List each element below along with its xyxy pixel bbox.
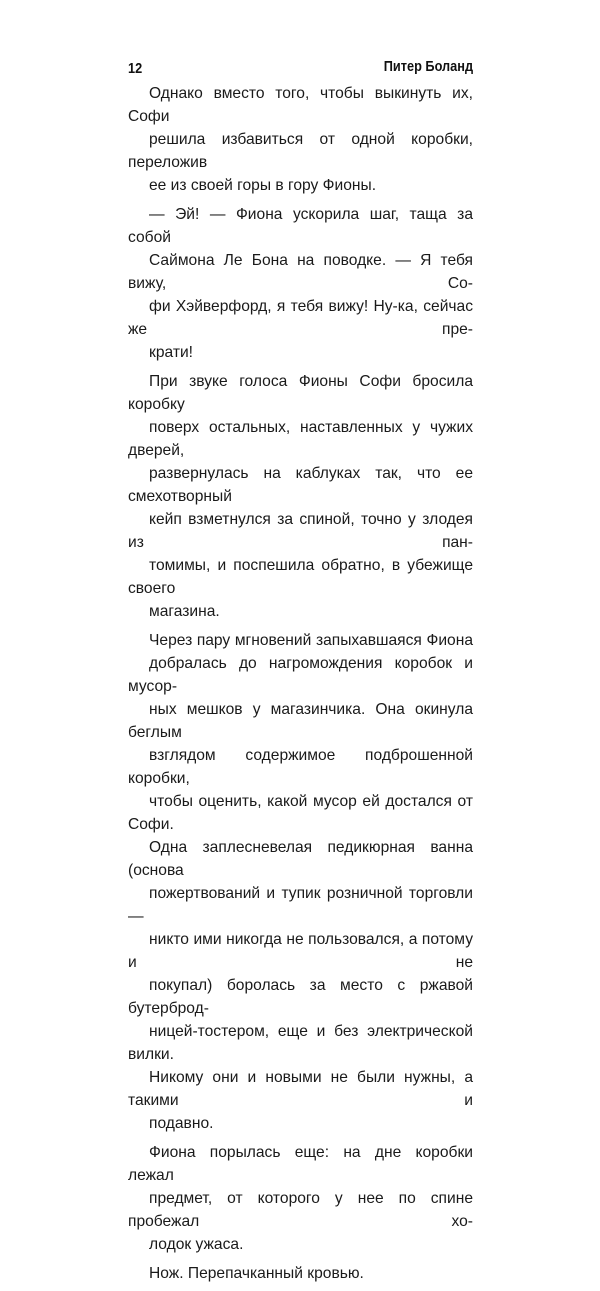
text-line: никто ими никогда не пользовался, а потому и не bbox=[128, 931, 473, 971]
text-line: Фиона порылась еще: на дне коробки лежал bbox=[128, 1144, 473, 1184]
text-line: покупал) боролась за место с ржавой бутерброд- bbox=[128, 977, 473, 1017]
paragraph-1 bbox=[128, 82, 473, 197]
text-line: томимы, и поспешила обратно, в убежище своего bbox=[128, 557, 473, 597]
text-line: поверх остальных, наставленных у чужих дверей, bbox=[128, 419, 473, 459]
text-line: Одна заплесневелая педикюрная ванна (основа bbox=[128, 839, 473, 879]
text-line: ных мешков у магазинчика. Она окинула беглым bbox=[128, 701, 473, 741]
text-line: крати! bbox=[149, 344, 194, 361]
body-text bbox=[128, 82, 473, 1291]
paragraph-6 bbox=[128, 1262, 473, 1285]
text-line: ницей-тостером, еще и без электрической вилки. bbox=[128, 1023, 473, 1063]
text-line: Однако вместо того, чтобы выкинуть их, Софи bbox=[128, 85, 473, 125]
text-line: Нож. Перепачканный кровью. bbox=[149, 1265, 364, 1282]
text-line: предмет, от которого у нее по спине пробежал хо- bbox=[128, 1190, 473, 1230]
text-line: взглядом содержимое подброшенной коробки, bbox=[128, 747, 473, 787]
text-line: фи Хэйверфорд, я тебя вижу! Ну-ка, сейчас же пре- bbox=[128, 298, 473, 338]
text-line: ее из своей горы в гору Фионы. bbox=[149, 177, 377, 194]
paragraph-5 bbox=[128, 1141, 473, 1256]
paragraph-3 bbox=[128, 370, 473, 623]
text-line: добралась до нагромождения коробок и мусор- bbox=[128, 655, 473, 695]
paragraph-4 bbox=[128, 629, 473, 1135]
text-line: — Эй! — Фиона ускорила шаг, таща за собой bbox=[128, 206, 473, 246]
paragraph-2 bbox=[128, 203, 473, 364]
text-line: подавно. bbox=[149, 1115, 214, 1132]
text-line: При звуке голоса Фионы Софи бросила коробку bbox=[128, 373, 473, 413]
running-head bbox=[128, 58, 473, 80]
text-line: Никому они и новыми не были нужны, а такими и bbox=[128, 1069, 473, 1109]
text-line: чтобы оценить, какой мусор ей достался от Софи. bbox=[128, 793, 473, 833]
text-line: лодок ужаса. bbox=[149, 1236, 244, 1253]
text-line: решила избавиться от одной коробки, переложив bbox=[128, 131, 473, 171]
text-line: Саймона Ле Бона на поводке. — Я тебя вижу, Со- bbox=[128, 252, 473, 292]
text-line: Через пару мгновений запыхавшаяся Фиона bbox=[149, 632, 473, 649]
page-number: 12 bbox=[128, 60, 143, 77]
text-line: пожертвований и тупик розничной торговли — bbox=[128, 885, 473, 925]
text-line: развернулась на каблуках так, что ее смехотворный bbox=[128, 465, 473, 505]
book-author: Питер Боланд bbox=[383, 58, 473, 75]
text-line: кейп взметнулся за спиной, точно у злодея из пан- bbox=[128, 511, 473, 551]
text-line: магазина. bbox=[149, 603, 220, 620]
